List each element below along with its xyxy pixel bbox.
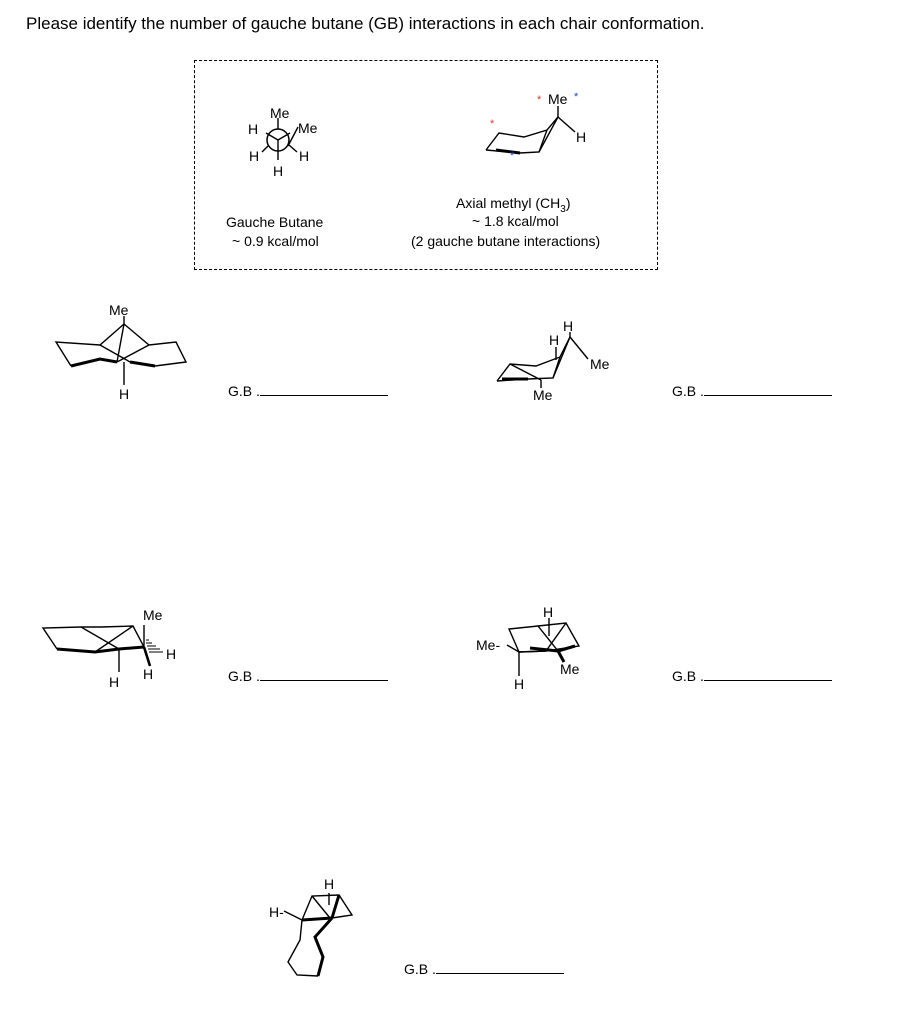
gauche-energy: ~ 0.9 kcal/mol xyxy=(232,233,319,249)
newman-me-top: Me xyxy=(270,105,290,121)
mol3-h-right: H xyxy=(166,646,177,662)
gauche-label: Gauche Butane xyxy=(226,214,324,230)
newman-h-bottom: H xyxy=(273,163,284,179)
mol2-h-mid: H xyxy=(549,332,560,348)
mol1-me: Me xyxy=(109,302,129,318)
marker-blue-methyl: * xyxy=(574,91,579,103)
answer-5-label: G.B . xyxy=(404,961,436,977)
answer-4-label: G.B . xyxy=(672,668,704,684)
mol4-me-right: Me xyxy=(560,661,580,677)
marker-red-ring: * xyxy=(490,118,495,130)
newman-h-left: H xyxy=(248,121,259,137)
axial-label: Axial methyl $(CH_3)$ xyxy=(456,195,571,215)
answer-5 xyxy=(404,961,564,977)
newman-h-lowleft: H xyxy=(249,148,260,164)
answer-2-label: G.B . xyxy=(672,383,704,399)
mol3-h-left: H xyxy=(109,674,120,690)
answer-5-blank[interactable] xyxy=(436,973,564,974)
mol1-h: H xyxy=(119,386,130,402)
answer-1-label: G.B . xyxy=(228,383,260,399)
axial-h-label: H xyxy=(576,129,587,145)
mol2-me-right: Me xyxy=(590,356,610,372)
axial-energy: ~ 1.8 kcal/mol xyxy=(472,213,559,229)
mol5-h-top: H xyxy=(324,876,335,892)
marker-red-methyl: * xyxy=(537,94,542,106)
mol5-h-left: H- xyxy=(269,904,284,920)
mol2-h-top: H xyxy=(563,318,574,334)
mol2-me-bottom: Me xyxy=(533,387,553,403)
axial-note: (2 gauche butane interactions) xyxy=(411,233,601,249)
instruction-text: Please identify the number of gauche butane (GB) interactions in each chair conformation. xyxy=(26,14,705,33)
mol4-h-top: H xyxy=(543,604,554,620)
axial-me-label: Me xyxy=(548,91,568,107)
newman-me-right: Me xyxy=(298,120,318,136)
mol3-me: Me xyxy=(143,607,163,623)
newman-h-lowright: H xyxy=(299,148,310,164)
answer-3-label: G.B . xyxy=(228,668,260,684)
mol3-h-low: H xyxy=(143,666,154,682)
mol4-me-left: Me- xyxy=(476,637,501,653)
mol4-h-bottom: H xyxy=(514,676,525,692)
marker-blue-ring: * xyxy=(510,150,515,162)
